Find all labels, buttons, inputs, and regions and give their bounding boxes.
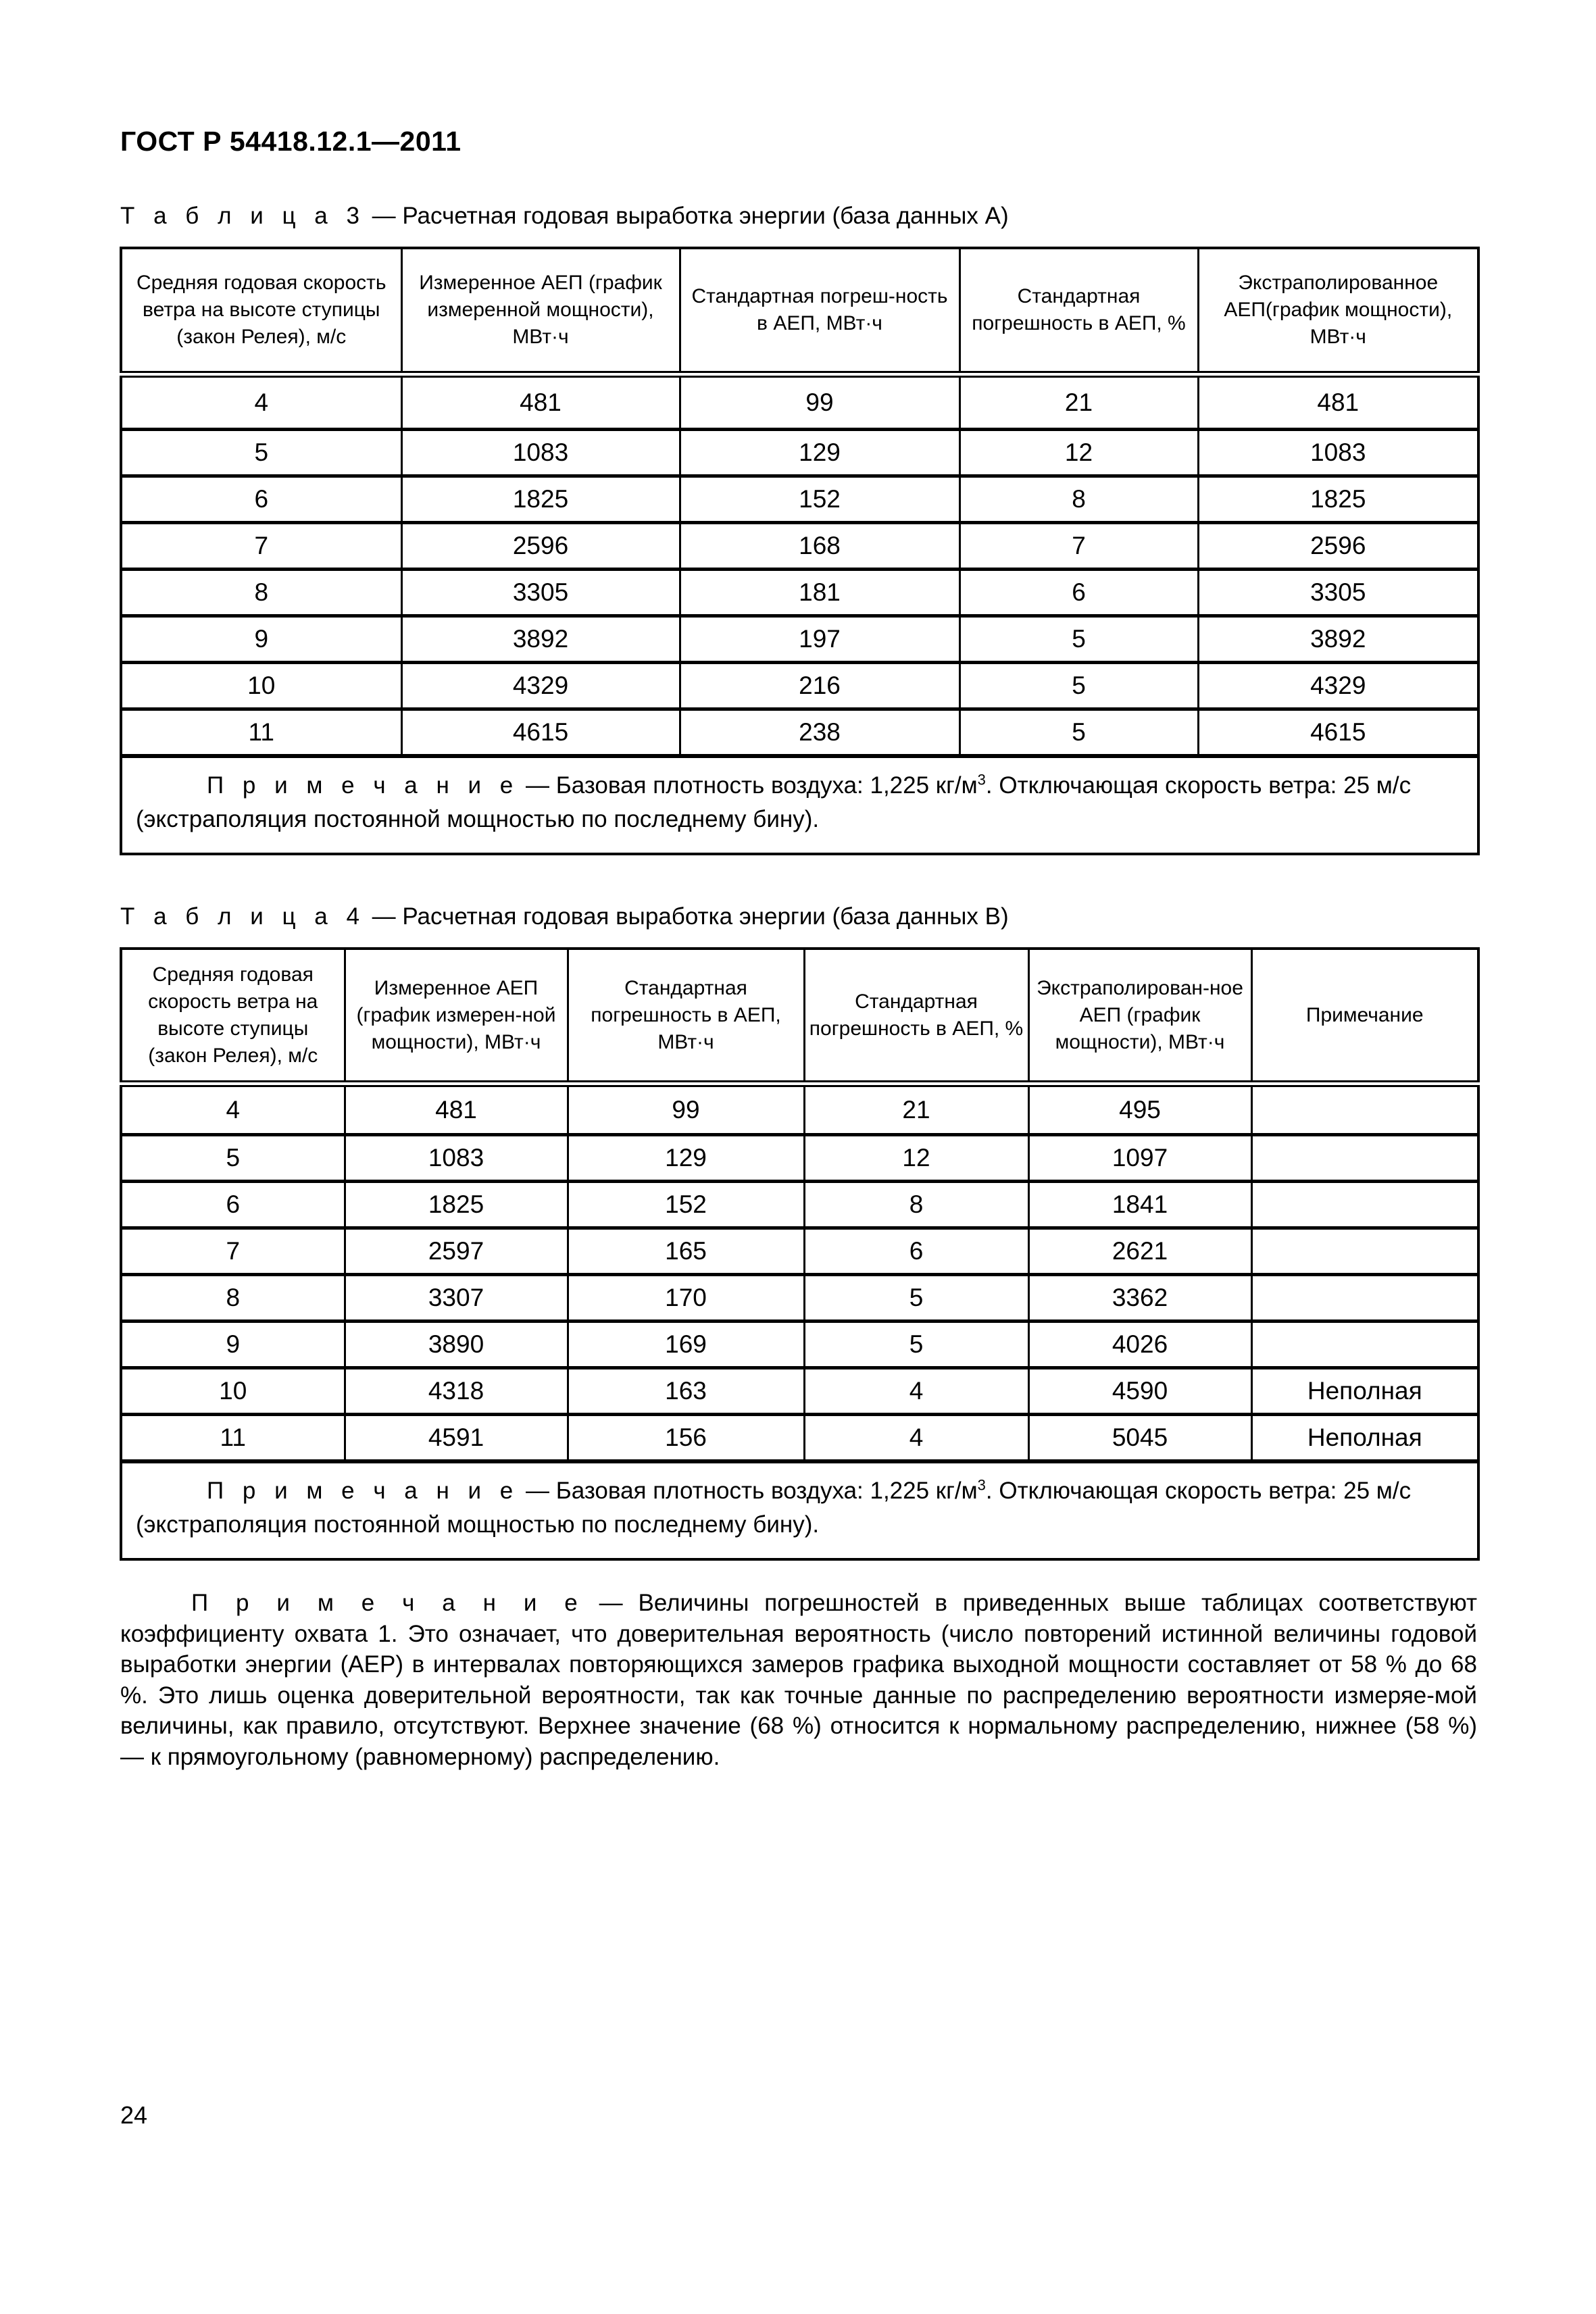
table-row <box>121 430 1478 476</box>
cell-std-error-percent: 21 <box>959 374 1198 430</box>
cell-std-error-percent: 5 <box>804 1322 1028 1368</box>
cell-extrapolated-aep: 495 <box>1028 1084 1251 1135</box>
document-id-header: ГОСТ Р 54418.12.1—2011 <box>120 126 462 157</box>
cell-std-error-percent: 5 <box>959 709 1198 757</box>
cell-wind-speed: 5 <box>121 1135 345 1182</box>
cell-extrapolated-aep: 4329 <box>1198 663 1478 709</box>
cell-std-error-percent: 21 <box>804 1084 1028 1135</box>
cell-extrapolated-aep: 1825 <box>1198 476 1478 523</box>
table-row <box>121 1322 1478 1368</box>
cell-std-error-percent: 12 <box>804 1135 1028 1182</box>
column-header-extrapolated-aep: Экстраполирован-ное АЕП (график мощности), МВт·ч <box>1028 949 1251 1084</box>
cell-wind-speed: 6 <box>121 1182 345 1228</box>
cell-std-error-mwh: 165 <box>568 1228 804 1275</box>
cell-wind-speed: 7 <box>121 523 401 570</box>
table-row <box>121 374 1478 430</box>
cell-measured-aep: 3305 <box>401 570 680 616</box>
general-note-paragraph <box>120 1588 1477 1772</box>
note-label: П р и м е ч а н и е <box>207 772 520 799</box>
table-3-caption <box>120 203 1009 230</box>
cell-extrapolated-aep: 3362 <box>1028 1275 1251 1322</box>
cell-extrapolated-aep: 1841 <box>1028 1182 1251 1228</box>
cell-extrapolated-aep: 481 <box>1198 374 1478 430</box>
cell-measured-aep: 481 <box>345 1084 568 1135</box>
note-superscript: 3 <box>977 1476 986 1494</box>
table-row <box>121 663 1478 709</box>
cell-wind-speed: 8 <box>121 1275 345 1322</box>
note-text: Базовая плотность воздуха: 1,225 кг/м <box>555 1478 978 1504</box>
cell-remark: Неполная <box>1251 1368 1478 1415</box>
cell-remark: Неполная <box>1251 1415 1478 1462</box>
cell-measured-aep: 1825 <box>401 476 680 523</box>
cell-std-error-percent: 5 <box>804 1275 1028 1322</box>
cell-std-error-percent: 8 <box>804 1182 1028 1228</box>
note-text-continued: . Отключающая скорость ветра: 25 м/с (экстраполяция постоянной мощностью по последнему бину). <box>136 772 1412 832</box>
cell-wind-speed: 10 <box>121 663 401 709</box>
column-header-remark: Примечание <box>1251 949 1478 1084</box>
cell-measured-aep: 3892 <box>401 616 680 663</box>
column-header-measured-aep: Измеренное АЕП (график измерен-ной мощности), МВт·ч <box>345 949 568 1084</box>
cell-remark <box>1251 1135 1478 1182</box>
note-superscript: 3 <box>977 771 986 788</box>
cell-extrapolated-aep: 3892 <box>1198 616 1478 663</box>
note-label: П р и м е ч а н и е <box>191 1590 584 1616</box>
cell-wind-speed: 11 <box>121 1415 345 1462</box>
table-4-caption-prefix: Т а б л и ц а 4 <box>120 903 366 930</box>
cell-wind-speed: 9 <box>121 1322 345 1368</box>
cell-measured-aep: 4318 <box>345 1368 568 1415</box>
column-header-measured-aep: Измеренное АЕП (график измеренной мощности), МВт·ч <box>401 248 680 374</box>
cell-measured-aep: 4329 <box>401 663 680 709</box>
cell-std-error-mwh: 152 <box>680 476 959 523</box>
cell-measured-aep: 4615 <box>401 709 680 757</box>
cell-std-error-mwh: 216 <box>680 663 959 709</box>
cell-measured-aep: 4591 <box>345 1415 568 1462</box>
column-header-wind-speed: Средняя годовая скорость ветра на высоте ступицы (закон Релея), м/с <box>121 248 401 374</box>
table-row <box>121 616 1478 663</box>
cell-std-error-mwh: 163 <box>568 1368 804 1415</box>
cell-measured-aep: 2597 <box>345 1228 568 1275</box>
column-header-std-error-mwh: Стандартная погреш-ность в АЕП, МВт·ч <box>680 248 959 374</box>
cell-extrapolated-aep: 5045 <box>1028 1415 1251 1462</box>
cell-remark <box>1251 1084 1478 1135</box>
cell-remark <box>1251 1228 1478 1275</box>
cell-extrapolated-aep: 4615 <box>1198 709 1478 757</box>
note-text: Базовая плотность воздуха: 1,225 кг/м <box>555 772 978 799</box>
table-row <box>121 1182 1478 1228</box>
cell-measured-aep: 1083 <box>345 1135 568 1182</box>
table-4-caption <box>120 903 1009 930</box>
cell-std-error-percent: 6 <box>959 570 1198 616</box>
cell-extrapolated-aep: 1083 <box>1198 430 1478 476</box>
table-3-caption-text: — Расчетная годовая выработка энергии (база данных А) <box>365 203 1009 229</box>
cell-std-error-percent: 7 <box>959 523 1198 570</box>
table-3-note <box>121 756 1478 854</box>
cell-extrapolated-aep: 3305 <box>1198 570 1478 616</box>
cell-extrapolated-aep: 4590 <box>1028 1368 1251 1415</box>
cell-std-error-mwh: 99 <box>680 374 959 430</box>
note-dash: — <box>583 1590 639 1616</box>
cell-std-error-mwh: 129 <box>568 1135 804 1182</box>
cell-std-error-mwh: 238 <box>680 709 959 757</box>
cell-wind-speed: 4 <box>121 1084 345 1135</box>
cell-remark <box>1251 1182 1478 1228</box>
cell-std-error-mwh: 99 <box>568 1084 804 1135</box>
table-4-caption-text: — Расчетная годовая выработка энергии (база данных В) <box>365 903 1009 930</box>
note-label: П р и м е ч а н и е <box>207 1478 520 1504</box>
table-4-note <box>121 1461 1478 1559</box>
column-header-std-error-percent: Стандартная погрешность в АЕП, % <box>804 949 1028 1084</box>
table-row <box>121 1368 1478 1415</box>
cell-measured-aep: 3307 <box>345 1275 568 1322</box>
note-dash: — <box>519 772 556 799</box>
cell-wind-speed: 9 <box>121 616 401 663</box>
table-row <box>121 1415 1478 1462</box>
cell-measured-aep: 1825 <box>345 1182 568 1228</box>
table-3-note-row <box>121 756 1478 854</box>
table-row <box>121 570 1478 616</box>
table-row <box>121 1275 1478 1322</box>
cell-std-error-percent: 5 <box>959 616 1198 663</box>
column-header-std-error-mwh: Стандартная погрешность в АЕП, МВт·ч <box>568 949 804 1084</box>
table-row <box>121 709 1478 757</box>
cell-std-error-mwh: 129 <box>680 430 959 476</box>
cell-std-error-mwh: 152 <box>568 1182 804 1228</box>
table-row <box>121 523 1478 570</box>
cell-std-error-percent: 4 <box>804 1415 1028 1462</box>
cell-wind-speed: 11 <box>121 709 401 757</box>
cell-measured-aep: 481 <box>401 374 680 430</box>
cell-std-error-mwh: 170 <box>568 1275 804 1322</box>
cell-extrapolated-aep: 1097 <box>1028 1135 1251 1182</box>
cell-std-error-mwh: 169 <box>568 1322 804 1368</box>
cell-std-error-percent: 4 <box>804 1368 1028 1415</box>
table-row <box>121 1228 1478 1275</box>
cell-measured-aep: 2596 <box>401 523 680 570</box>
note-text-continued: . Отключающая скорость ветра: 25 м/с (экстраполяция постоянной мощностью по последнему бину). <box>136 1478 1412 1538</box>
cell-wind-speed: 8 <box>121 570 401 616</box>
cell-wind-speed: 7 <box>121 1228 345 1275</box>
cell-wind-speed: 10 <box>121 1368 345 1415</box>
cell-extrapolated-aep: 2596 <box>1198 523 1478 570</box>
cell-extrapolated-aep: 4026 <box>1028 1322 1251 1368</box>
cell-std-error-percent: 12 <box>959 430 1198 476</box>
table-3 <box>120 247 1480 855</box>
cell-extrapolated-aep: 2621 <box>1028 1228 1251 1275</box>
column-header-std-error-percent: Стандартная погрешность в АЕП, % <box>959 248 1198 374</box>
cell-std-error-mwh: 181 <box>680 570 959 616</box>
cell-remark <box>1251 1322 1478 1368</box>
cell-std-error-percent: 5 <box>959 663 1198 709</box>
note-dash: — <box>519 1478 556 1504</box>
table-4-header-row <box>121 949 1478 1084</box>
note-text: Величины погрешностей в приведенных выше таблицах соответствуют коэффициенту охвата 1. Это означает, что доверительная вероятность (число повторений истинной величины годовой выработки энергии (AEP) в интервалах повторяющихся замеров графика выходной мощности составляет от 58 % до 68 %. Это лишь оценка доверительной вероятности, так как точные данные по распределению вероятности измеряе-мой величины, как правило, отсутствуют. Верхнее значение (68 %) относится к нормальному распределению, нижнее (58 %) — к прямоугольному (равномерному) распределению. <box>120 1590 1477 1770</box>
cell-wind-speed: 4 <box>121 374 401 430</box>
cell-std-error-percent: 6 <box>804 1228 1028 1275</box>
column-header-extrapolated-aep: Экстраполированное АЕП(график мощности), МВт·ч <box>1198 248 1478 374</box>
page-number: 24 <box>120 2101 148 2129</box>
cell-remark <box>1251 1275 1478 1322</box>
table-3-header-row <box>121 248 1478 374</box>
table-3-caption-prefix: Т а б л и ц а 3 <box>120 203 366 229</box>
table-row <box>121 476 1478 523</box>
table-row <box>121 1084 1478 1135</box>
cell-wind-speed: 6 <box>121 476 401 523</box>
cell-std-error-mwh: 168 <box>680 523 959 570</box>
table-row <box>121 1135 1478 1182</box>
cell-std-error-mwh: 197 <box>680 616 959 663</box>
cell-measured-aep: 1083 <box>401 430 680 476</box>
column-header-wind-speed: Средняя годовая скорость ветра на высоте ступицы (закон Релея), м/с <box>121 949 345 1084</box>
table-4 <box>120 947 1480 1561</box>
cell-wind-speed: 5 <box>121 430 401 476</box>
cell-std-error-mwh: 156 <box>568 1415 804 1462</box>
table-4-note-row <box>121 1461 1478 1559</box>
cell-measured-aep: 3890 <box>345 1322 568 1368</box>
cell-std-error-percent: 8 <box>959 476 1198 523</box>
